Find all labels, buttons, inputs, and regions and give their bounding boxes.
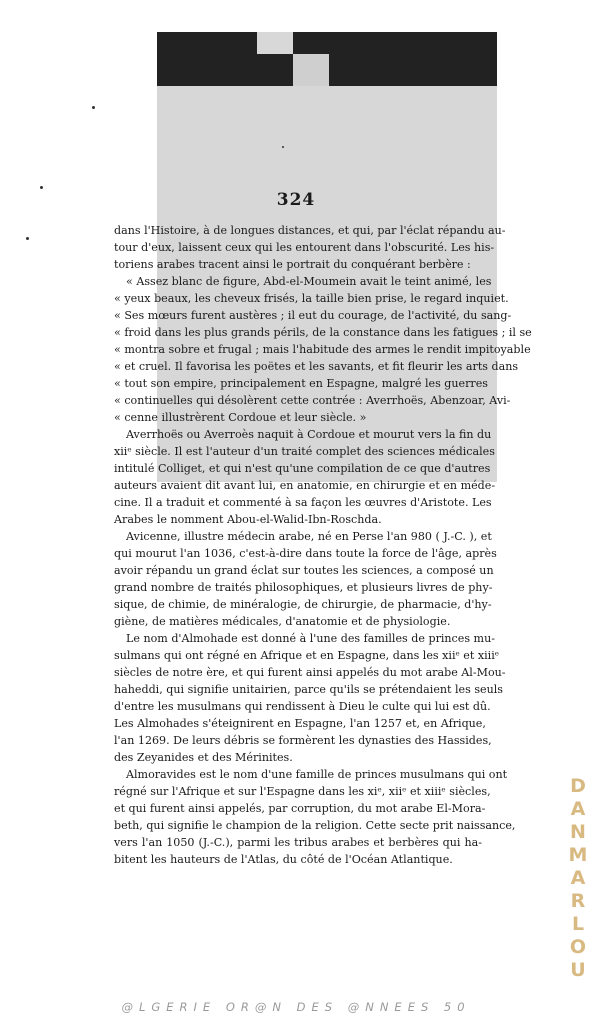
watermark-letter: A	[570, 798, 586, 820]
text-line: Avicenne, illustre médecin arabe, né en Perse l'an 980 ( J.-C. ), et	[126, 530, 492, 543]
text-line: bitent les hauteurs de l'Atlas, du côté de l'Océan Atlantique.	[114, 853, 453, 866]
text-line: xiiᵉ siècle. Il est l'auteur d'un traité complet des sciences médicales	[114, 445, 495, 458]
text-line: grand nombre de traités philosophiques, et plusieurs livres de phy-	[114, 581, 493, 594]
text-line: « et cruel. Il favorisa les poëtes et les savants, et fit fleurir les arts dans	[114, 360, 519, 373]
text-line: Les Almohades s'éteignirent en Espagne, l'an 1257 et, en Afrique,	[114, 717, 486, 730]
text-line: avoir répandu un grand éclat sur toutes les sciences, a composé un	[114, 564, 494, 577]
text-line: Averrhoës ou Averroès naquit à Cordoue et mourut vers la fin du	[126, 428, 492, 441]
footer-watermark: @LGERIE OR@N DES @NNEES 50	[121, 1000, 471, 1014]
scan-light-patch	[293, 54, 329, 86]
watermark-letter: A	[570, 867, 586, 889]
watermark-letter: M	[568, 844, 588, 866]
text-line: l'an 1269. De leurs débris se formèrent les dynasties des Hassides,	[114, 734, 492, 747]
watermark-letter: L	[571, 913, 585, 935]
text-line: et qui furent ainsi appelés, par corruption, du mot arabe El-Mora-	[114, 802, 486, 815]
text-line: Le nom d'Almohade est donné à l'une des familles de princes mu-	[126, 632, 495, 645]
text-line: « montra sobre et frugal ; mais l'habitude des armes le rendit impitoyable	[114, 343, 531, 356]
text-line: sulmans qui ont régné en Afrique et en Espagne, dans les xiiᵉ et xiiiᵉ	[114, 649, 500, 662]
text-line: « continuelles qui désolèrent cette contrée : Averrhoës, Abenzoar, Avi-	[114, 394, 511, 407]
body-text	[114, 222, 532, 868]
scan-speck	[282, 146, 284, 148]
text-line: dans l'Histoire, à de longues distances, et qui, par l'éclat répandu au-	[114, 224, 506, 237]
text-line: toriens arabes tracent ainsi le portrait du conquérant berbère :	[114, 258, 471, 271]
watermark-letter: O	[569, 936, 587, 958]
page-number: 324	[276, 190, 316, 210]
scan-speck	[92, 106, 95, 109]
text-line: Arabes le nomment Abou-el-Walid-Ibn-Roschda.	[114, 513, 382, 526]
watermark-letter: N	[570, 821, 586, 843]
text-line: cine. Il a traduit et commenté à sa façon les œuvres d'Aristote. Les	[114, 496, 492, 509]
text-line: des Zeyanides et des Mérinites.	[114, 751, 293, 764]
text-line: vers l'an 1050 (J.-C.), parmi les tribus arabes et berbères qui ha-	[114, 836, 482, 849]
text-line: d'entre les musulmans qui rendissent à Dieu le culte qui lui est dû.	[114, 700, 491, 713]
text-line: sique, de chimie, de minéralogie, de chirurgie, de pharmacie, d'hy-	[114, 598, 492, 611]
watermark-letter: D	[570, 775, 586, 797]
text-line: auteurs avaient dit avant lui, en anatomie, en chirurgie et en méde-	[114, 479, 496, 492]
scan-speck	[26, 237, 29, 240]
text-line: qui mourut l'an 1036, c'est-à-dire dans toute la force de l'âge, après	[114, 547, 497, 560]
text-line: haheddi, qui signifie unitairien, parce qu'ils se prétendaient les seuls	[114, 683, 503, 696]
watermark-letter: U	[570, 959, 586, 981]
text-line: beth, qui signifie le champion de la religion. Cette secte prit naissance,	[114, 819, 516, 832]
text-line: « yeux beaux, les cheveux frisés, la taille bien prise, le regard inquiet.	[114, 292, 509, 305]
scan-light-patch	[257, 32, 293, 54]
vertical-watermark	[566, 775, 590, 982]
text-line: Almoravides est le nom d'une famille de princes musulmans qui ont	[126, 768, 508, 781]
text-line: « tout son empire, principalement en Espagne, malgré les guerres	[114, 377, 488, 390]
text-line: « cenne illustrèrent Cordoue et leur siècle. »	[114, 411, 367, 424]
text-line: régné sur l'Afrique et sur l'Espagne dans les xiᵉ, xiiᵉ et xiiiᵉ siècles,	[114, 785, 491, 798]
text-line: tour d'eux, laissent ceux qui les entourent dans l'obscurité. Les his-	[114, 241, 495, 254]
watermark-letter: R	[570, 890, 586, 912]
scan-speck	[40, 186, 43, 189]
text-line: giène, de matières médicales, d'anatomie et de physiologie.	[114, 615, 451, 628]
text-line: « Ses mœurs furent austères ; il eut du courage, de l'activité, du sang-	[114, 309, 512, 322]
text-line: « froid dans les plus grands périls, de la constance dans les fatigues ; il se	[114, 326, 532, 339]
text-line: « Assez blanc de figure, Abd-el-Moumein avait le teint animé, les	[126, 275, 492, 288]
scan-dark-band	[157, 32, 497, 86]
text-line: intitulé Colliget, et qui n'est qu'une compilation de ce que d'autres	[114, 462, 491, 475]
text-line: siècles de notre ère, et qui furent ainsi appelés du mot arabe Al-Mou-	[114, 666, 506, 679]
